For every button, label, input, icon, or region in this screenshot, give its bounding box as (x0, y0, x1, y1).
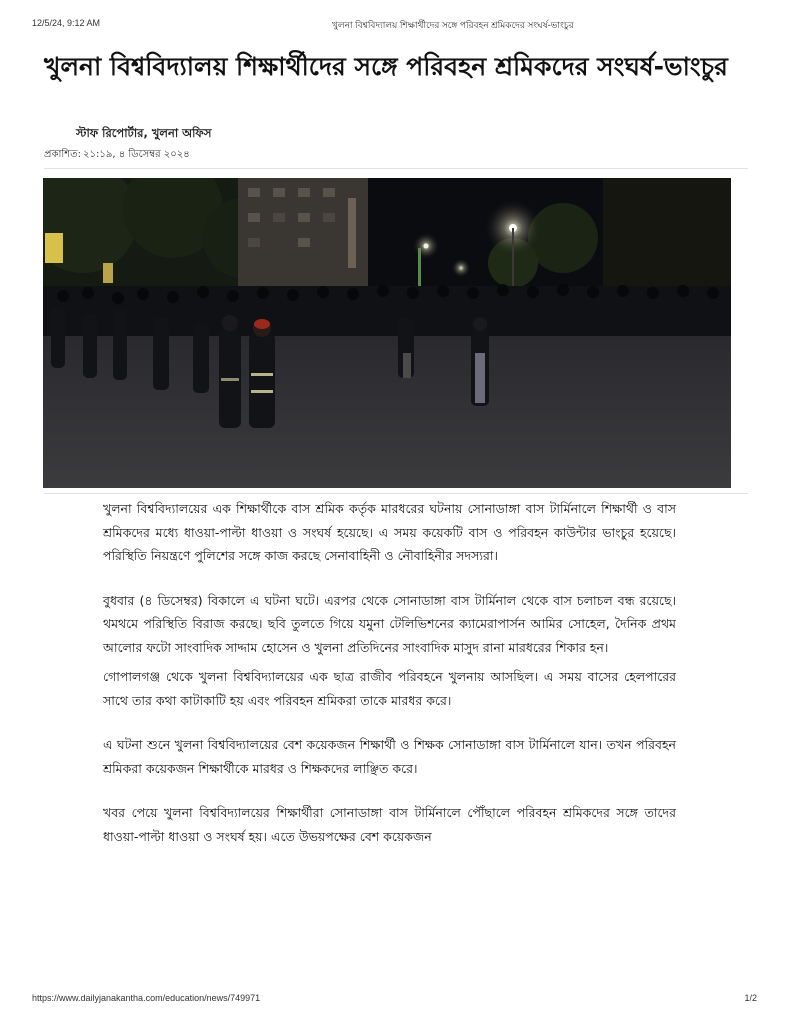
published-value: ২১:১৯, ৪ ডিসেম্বর ২০২৪ (83, 149, 190, 160)
article-paragraph: গোপালগঞ্জ থেকে খুলনা বিশ্ববিদ্যালয়ের এক ছাত্র রাজীব পরিবহনে খুলনায় আসছিল। এ সময় বাসের হেলপারের সাথে তার কথা কাটাকাটি হয় এবং পরিবহন শ্রমিকরা তাকে মারধর করে। (103, 669, 676, 708)
print-footer (32, 993, 759, 1005)
article-byline[interactable]: স্টাফ রিপোর্টার, খুলনা অফিস (76, 126, 212, 140)
print-datetime: 12/5/24, 9:12 AM (32, 18, 101, 28)
article-headline: খুলনা বিশ্ববিদ্যালয় শিক্ষার্থীদের সঙ্গে পরিবহন শ্রমিকদের সংঘর্ষ-ভাংচুর (44, 52, 728, 81)
article-paragraph: খবর পেয়ে খুলনা বিশ্ববিদ্যালয়ের শিক্ষার্থীরা সোনাডাঙ্গা বাস টার্মিনালে পৌঁছালে পরিবহন শ্রমিকদের সঙ্গে তাদের ধাওয়া-পাল্টা ধাওয়া ও সংঘর্ষ হয়। এতে উভয়পক্ষের বেশ কয়েকজন (103, 805, 676, 844)
published-date (44, 147, 190, 164)
print-header (32, 18, 759, 32)
news-photo (43, 178, 731, 488)
article-body (103, 497, 676, 848)
divider (44, 493, 748, 494)
page-number: 1/2 (744, 993, 757, 1003)
print-page-title: খুলনা বিশ্ববিদ্যালয় শিক্ষার্থীদের সঙ্গে পরিবহন শ্রমিকদের সংঘর্ষ-ভাংচুর (332, 20, 574, 30)
page-url[interactable]: https://www.dailyjanakantha.com/education/news/749971 (32, 993, 261, 1003)
article-paragraph: খুলনা বিশ্ববিদ্যালয়ের এক শিক্ষার্থীকে বাস শ্রমিক কর্তৃক মারধরের ঘটনায় সোনাডাঙ্গা বাস টার্মিনালে শিক্ষার্থী ও বাস শ্রমিকদের মধ্যে ধাওয়া-পাল্টা ধাওয়া ও সংঘর্ষ হয়েছে। এ সময় কয়েকটি বাস ও পরিবহন কাউন্টার ভাংচুর হয়েছে। পরিস্থিতি নিয়ন্ত্রণে পুলিশের সঙ্গে কাজ করছে সেনাবাহিনী ও নৌবাহিনীর সদস্যরা। (103, 501, 676, 563)
divider (44, 168, 748, 169)
published-label: প্রকাশিত: (44, 149, 82, 160)
article-paragraph: এ ঘটনা শুনে খুলনা বিশ্ববিদ্যালয়ের বেশ কয়েকজন শিক্ষার্থী ও শিক্ষক সোনাডাঙ্গা বাস টার্মিনালে যান। তখন পরিবহন শ্রমিকরা কয়েকজন শিক্ষার্থীকে মারধর ও শিক্ষকদের লাঞ্ছিত করে। (103, 737, 676, 776)
article-paragraph: বুধবার (৪ ডিসেম্বর) বিকালে এ ঘটনা ঘটে। এরপর থেকে সোনাডাঙ্গা বাস টার্মিনাল থেকে বাস চলাচল বন্ধ রয়েছে। থমথমে পরিস্থিতি বিরাজ করছে। ছবি তুলতে গিয়ে যমুনা টেলিভিশনের ক্যামেরাপার্সন আমির সোহেল, দৈনিক প্রথম আলোর ফটো সাংবাদিক সাদ্দাম হোসেন ও খুলনা প্রতিদিনের সাংবাদিক মাসুদ রানা মারধরের শিকার হন। (103, 592, 676, 655)
news-photo-night-crowd-icon (43, 178, 731, 488)
